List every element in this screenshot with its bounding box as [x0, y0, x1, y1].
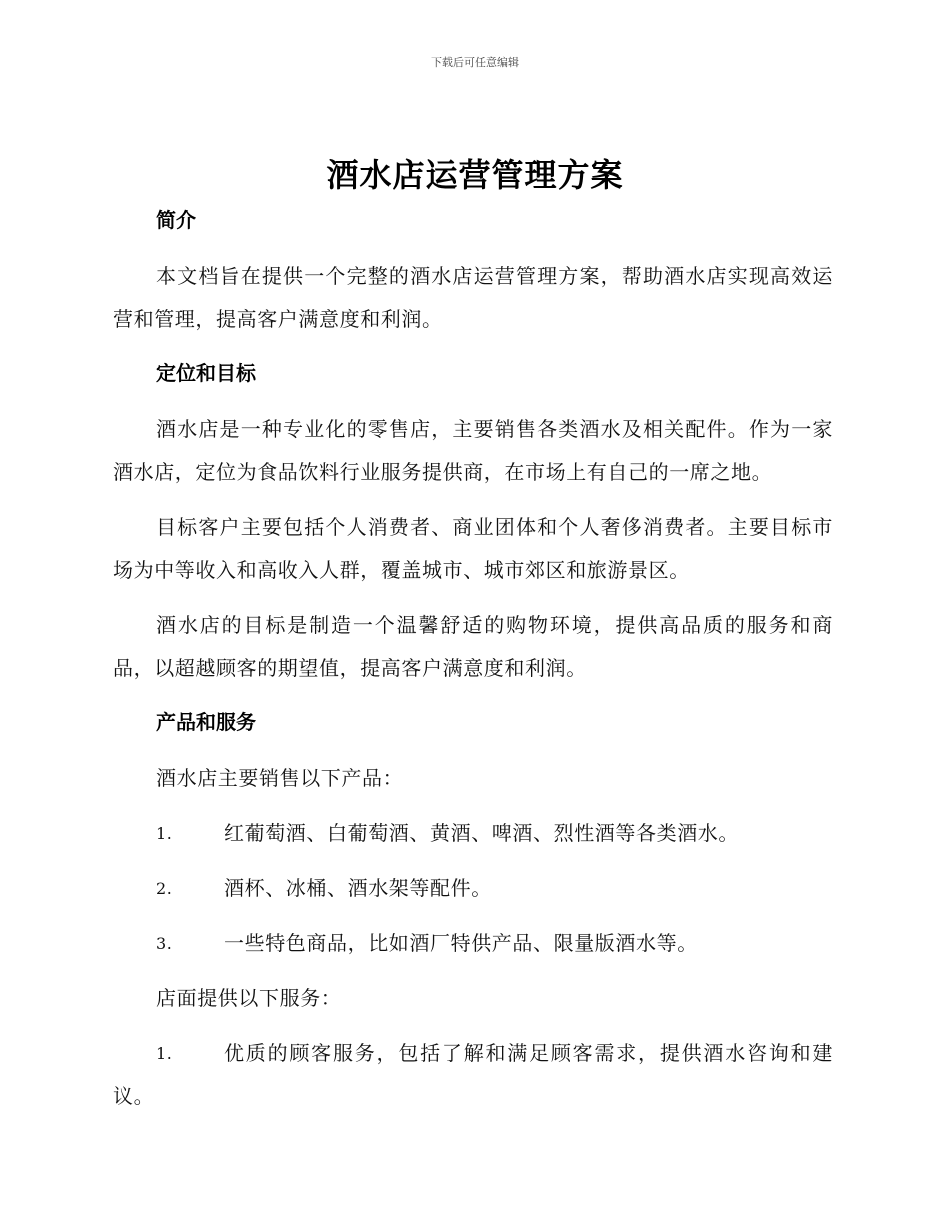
list-text: 一些特色商品，比如酒厂特供产品、限量版酒水等。: [224, 931, 698, 955]
document-body: [113, 200, 833, 1130]
list-item: [113, 867, 833, 910]
list-item: [113, 922, 833, 965]
intro-paragraph: 本文档旨在提供一个完整的酒水店运营管理方案，帮助酒水店实现高效运营和管理，提高客户满意度和利润。: [113, 264, 833, 331]
list-number: 1.: [156, 1044, 173, 1063]
list-number: 3.: [156, 934, 173, 953]
list-number: 1.: [156, 824, 173, 843]
list-item: [113, 1032, 833, 1118]
services-intro: 店面提供以下服务：: [156, 986, 342, 1010]
document-title: 酒水店运营管理方案: [326, 156, 624, 194]
header-note: 下载后可任意编辑: [431, 56, 519, 69]
products-intro: 酒水店主要销售以下产品：: [156, 766, 404, 790]
section-heading-products: 产品和服务: [156, 710, 256, 734]
positioning-paragraph-1: 酒水店是一种专业化的零售店，主要销售各类酒水及相关配件。作为一家酒水店，定位为食品饮料行业服务提供商，在市场上有自己的一席之地。: [113, 417, 833, 484]
list-number: 2.: [156, 879, 173, 898]
list-text: 酒杯、冰桶、酒水架等配件。: [224, 876, 492, 900]
section-heading-intro: 简介: [156, 208, 196, 232]
list-text: 优质的顾客服务，包括了解和满足顾客需求，提供酒水咨询和建议。: [113, 1041, 833, 1108]
section-heading-positioning: 定位和目标: [156, 361, 256, 385]
positioning-paragraph-2: 目标客户主要包括个人消费者、商业团体和个人奢侈消费者。主要目标市场为中等收入和高收入人群，覆盖城市、城市郊区和旅游景区。: [113, 515, 833, 582]
list-text: 红葡萄酒、白葡萄酒、黄酒、啤酒、烈性酒等各类酒水。: [224, 821, 739, 845]
list-item: [113, 812, 833, 855]
positioning-paragraph-3: 酒水店的目标是制造一个温馨舒适的购物环境，提供高品质的服务和商品，以超越顾客的期望值，提高客户满意度和利润。: [113, 613, 833, 680]
